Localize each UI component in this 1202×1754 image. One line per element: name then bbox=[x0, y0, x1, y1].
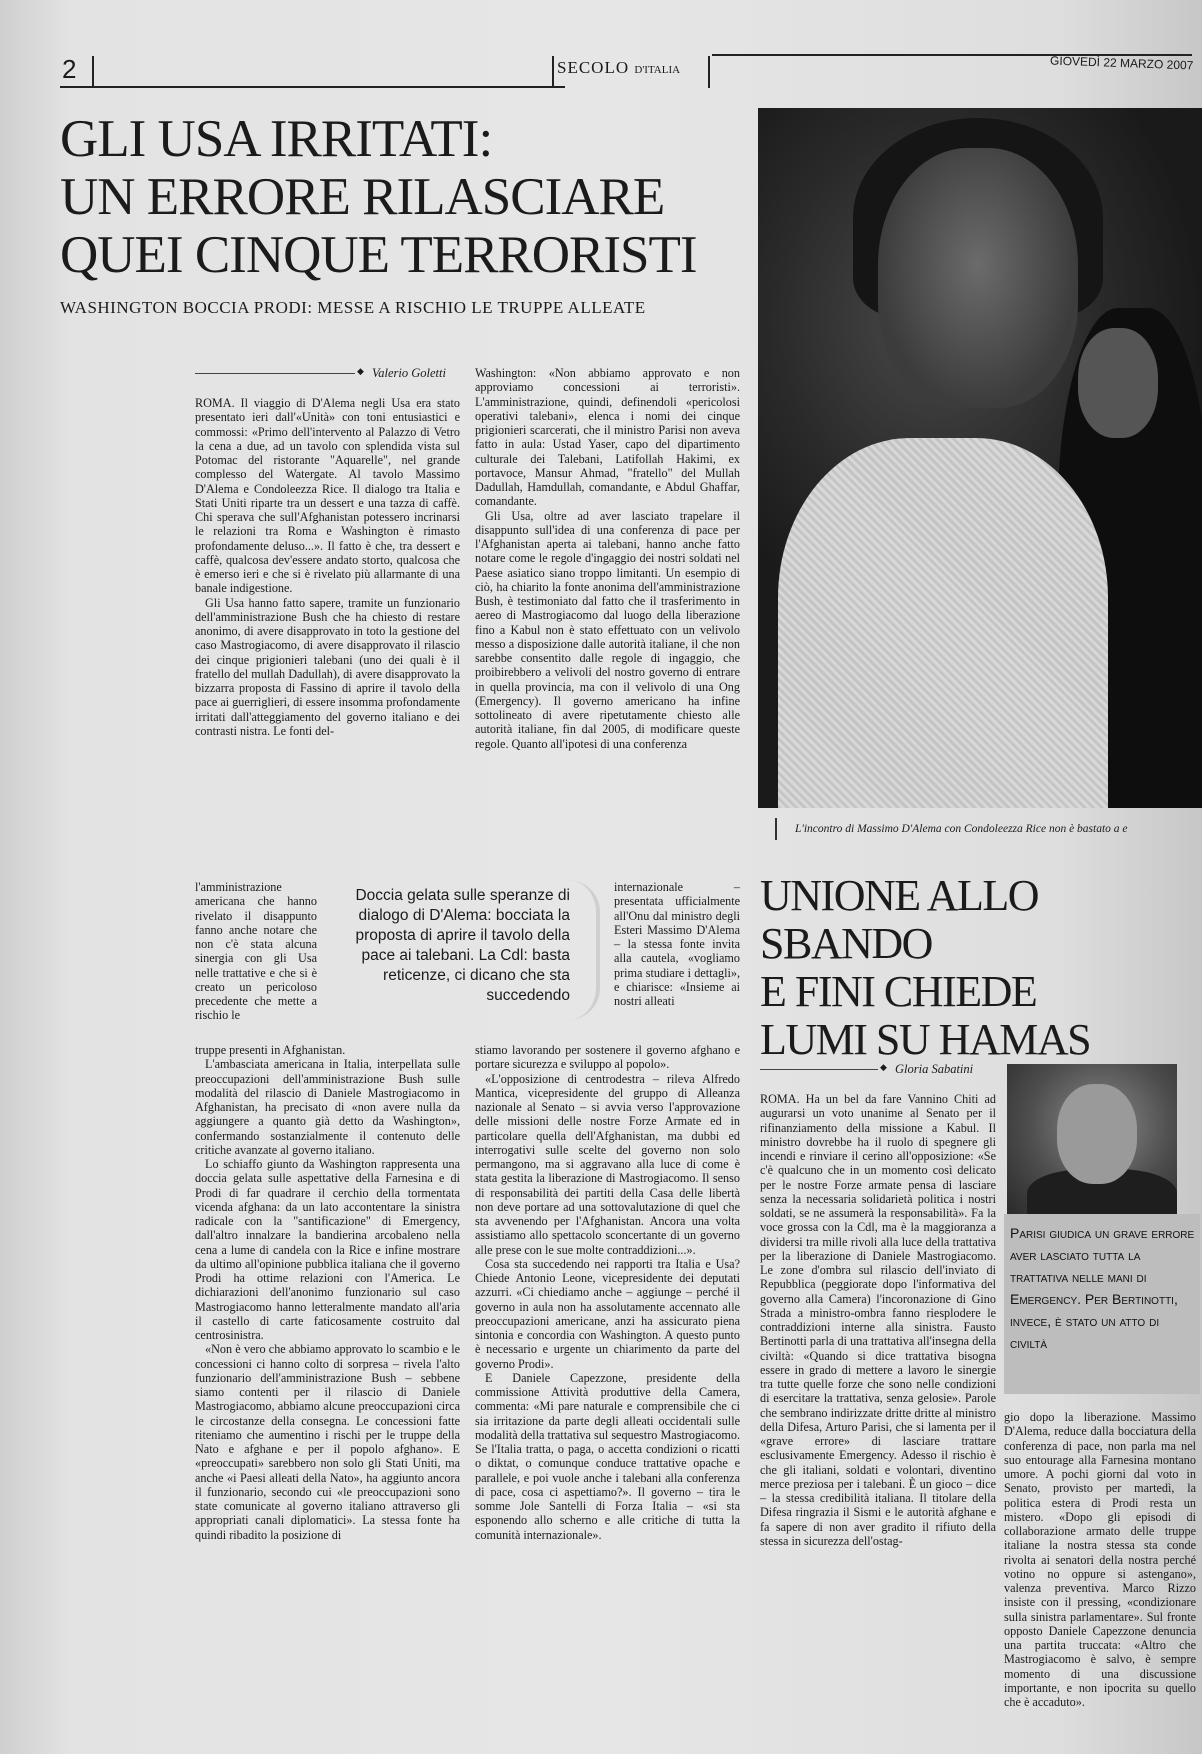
caption-bar bbox=[775, 818, 777, 840]
photo-figure bbox=[778, 438, 1108, 808]
article-column-1-bottom bbox=[195, 1043, 460, 1542]
article-paragraph: «Non è vero che abbiamo approvato lo scambio e le concessioni ci hanno colto di sorpresa – rivela l'alto funzionario dell'amministrazione Bush – sebbene siamo contenti per il rilascio di Daniele Mastrogiacomo, abbiamo alcune preoccupazioni circa le circostanze della consegna. Le concessioni fatte riteniamo che aumentino i rischi per le truppe della Nato e afghane e per il popolo afghano». E «preoccupati» sarebbero non solo gli Stati Uniti, ma anche «i Paesi alleati della Nato», ha aggiunto ancora il funzionario, secondo cui «le preoccupazioni sono state comunicate al governo italiano attraverso gli appropriati canali diplomatici». La stessa fonte ha quindi ribadito la posizione di bbox=[195, 1342, 460, 1542]
quote-box-text: Parisi giudica un grave errore aver lasciato tutta la trattativa nelle mani di Emergency. Per Bertinotti, invece, è stato un atto di civiltà bbox=[1010, 1225, 1195, 1351]
pull-quote-bracket bbox=[568, 880, 600, 1020]
article-paragraph: gio dopo la liberazione. Massimo D'Alema, reduce dalla bocciatura della conferenza di pace, non parla ma nel suo entourage alla Farnesina montano umore. A pochi giorni dal voto in Senato, provisto per martedì, la politica estera di Prodi resta un mistero. «Dopo gli episodi di collaborazione armato delle truppe italiane la nostra stessa sta conde rivolta ai senatori della nostra perché votino no oppure si astengano», valenza preventiva. Marco Rizzo insiste con il pressing, «condizionare sulla sinistra parlamentare». Sul fronte opposto Daniele Capezzone denuncia una partita truccata: «Altro che Mastrogiacomo è salvo, è sempre momento di una discussione importante, e non ipocrita su quello che è accaduto». bbox=[1004, 1410, 1196, 1709]
header-divider bbox=[708, 56, 710, 88]
article-paragraph: ROMA. Il viaggio di D'Alema negli Usa era stato presentato ieri dall'«Unità» con toni entusiastici e commossi: «Primo dell'intervento al Palazzo di Vetro la cena a due, ad un tavolo con splendida vista sul Potomac del ristorante "Aquarelle", nel grande complesso del Watergate. Al tavolo Massimo D'Alema e Condoleezza Rice. Il dialogo tra Italia e Stati Uniti riparte tra un dessert e una tazza di caffè. Chi sperava che sull'Afghanistan potessero incrinarsi le relazioni tra Roma e Washington è rimasto profondamente deluso...». Il fatto è che, tra dessert e caffè, qualcosa dev'essere andato storto, qualcosa che è emerso ieri e che si è rivelato più allarmante di una banale indigestione. bbox=[195, 396, 460, 596]
header-rule-left bbox=[60, 86, 565, 88]
headline-line: LUMI SU HAMAS bbox=[760, 1015, 1091, 1064]
headline-line: QUEI CINQUE TERRORISTI bbox=[60, 226, 697, 284]
photo-figure bbox=[1078, 328, 1158, 438]
secondary-headline bbox=[760, 872, 1200, 1064]
photo-caption: L'incontro di Massimo D'Alema con Condoleezza Rice non è bastato a e bbox=[795, 823, 1128, 835]
article-paragraph: internazionale – presentata ufficialmente all'Onu dal ministro degli Esteri Massimo D'Alema – la stessa fonte invita alla cautela, «vogliamo prima studiare i dettagli», e chiarisce: «Insieme ai nostri alleati bbox=[614, 880, 740, 1008]
diamond-icon: ◆ bbox=[880, 1062, 887, 1072]
photo-figure bbox=[878, 148, 1078, 408]
article-paragraph: stiamo lavorando per sostenere il governo afghano e portare sicurezza e sviluppo al popolo». bbox=[475, 1043, 740, 1072]
headline-line: GLI USA IRRITATI: bbox=[60, 110, 493, 168]
page-number: 2 bbox=[62, 54, 77, 84]
article-column-2-narrow bbox=[614, 880, 740, 1008]
pull-quote: Doccia gelata sulle speranze di dialogo di D'Alema: bocciata la proposta di aprire il tavolo della pace ai talebani. La Cdl: basta reticenze, ci dicano che sta succedendo bbox=[355, 887, 570, 1004]
main-subheadline: WASHINGTON BOCCIA PRODI: MESSE A RISCHIO LE TRUPPE ALLEATE bbox=[60, 298, 646, 317]
byline: Gloria Sabatini bbox=[895, 1062, 974, 1076]
article-paragraph: E Daniele Capezzone, presidente della commissione Attività produttive della Camera, commenta: «Mi pare naturale e comprensibile che ci sia irritazione da parte degli alleati occidentali sulle modalità della trattativa sul sequestro Mastrogiacomo. Se l'Italia tratta, o paga, o accetta condizioni o ricatti o diktat, o comunque conduce trattative opache e parallele, e poi vuole anche i talebani alla conferenza di pace, cosa ci aspettiamo?». Il governo – tira le somme Jole Santelli di Forza Italia – «si sta esponendo allo scherno e alle critiche di tutta la comunità internazionale». bbox=[475, 1370, 740, 1542]
main-headline bbox=[60, 110, 760, 284]
article-column-1-top bbox=[195, 396, 460, 738]
article-column-2-top bbox=[475, 366, 740, 751]
byline-rule bbox=[195, 373, 355, 374]
header-divider bbox=[552, 56, 554, 88]
article-column-1-narrow bbox=[195, 880, 317, 1023]
article-paragraph: L'ambasciata americana in Italia, interpellata sulle preoccupazioni dell'amministrazione Bush sulle modalità del rilascio di Daniele Mastrogiacomo in Afghanistan, ha precisato di «non avere nulla da aggiungere a quanto già detto da Washington», confermando sostanzialmente il contenuto delle critiche avanzate al governo italiano. bbox=[195, 1057, 460, 1157]
byline: Valerio Goletti bbox=[372, 366, 446, 380]
article-paragraph: Cosa sta succedendo nei rapporti tra Italia e Usa? Chiede Antonio Leone, vicepresidente dei deputati azzurri. «Ci chiediamo anche – aggiunge – perché il governo in aula non ha assolutamente accennato alle preoccupazioni americane, anzi ha assicurato piena sintonia e concordia con Washington. A questo punto è necessario e urgente un chiarimento da parte del governo Prodi». bbox=[475, 1256, 740, 1371]
header-divider bbox=[92, 56, 94, 88]
article-paragraph: Washington: «Non abbiamo approvato e non approviamo concessioni ai terroristi». L'amministrazione, quindi, definendoli «pericolosi operativi talebani», elenca i nomi dei cinque prigionieri scarcerati, che il ministro Parisi non aveva fatto in aula: Ustad Yaser, capo del dipartimento culturale dei Talebani, Latifollah Hakimi, ex portavoce, Mansur Ahmad, "fratello" del Mullah Dadullah, Hamdullah, comandante, e Abdul Ghaffar, comandante. bbox=[475, 366, 740, 509]
article-paragraph: Lo schiaffo giunto da Washington rappresenta una doccia gelata sulle aspettative della Farnesina e di Prodi di far quadrare il cerchio della tormentata vicenda afghana: da un lato accontentare la sinistra radicale con la "santificazione" di Emergency, dall'altro innalzare la bandierina arcobaleno nella cena a lume di candela con la Rice e infine mostrare da ultimo all'opinione pubblica italiana che il governo Prodi ha ottime relazioni con l'America. Le dichiarazioni dell'anonimo funzionario sul caso Mastrogiacomo hanno letteralmente mandato all'aria il castello di carte faticosamente costruito dal centrosinistra. bbox=[195, 1157, 460, 1342]
article-paragraph: Gli Usa hanno fatto sapere, tramite un funzionario dell'amministrazione Bush che ha chiesto di restare anonimo, di avere disapprovato in toto la gestione del caso Mastrogiacomo, di avere disapprovato il rilascio dei cinque prigionieri talebani (uno dei quali è il fratello del mullah Dadullah), di avere disapprovato la bizzarra proposta di Fassino di aprire il tavolo della pace ai guerriglieri, di essere insomma profondamente irritati dall'atteggiamento del governo italiano e dei contrasti nistra. Le fonti del- bbox=[195, 595, 460, 738]
headline-line: E FINI CHIEDE bbox=[760, 967, 1037, 1016]
issue-date: GIOVEDÌ 22 MARZO 2007 bbox=[1049, 53, 1194, 73]
article-paragraph: Gli Usa, oltre ad aver lasciato trapelare il disappunto sull'idea di una conferenza di pace per l'Afghanistan aperta ai talebani, hanno anche fatto notare come le regole d'ingaggio dei nostri soldati nel Paese asiatico siano troppo limitanti. Un esempio di ciò, ha chiarito la fonte anonima dell'amministrazione Bush, è testimoniato dal fatto che il trasferimento in aereo di Mastrogiacomo dal luogo della liberazione fino a Kabul non è stato effettuato con un velivolo messo a disposizione dalle autorità italiane, il che non sarebbe consentito dalle regole di ingaggio, che proibirebbero a velivoli del nostro governo di entrare in quella provincia, ma con il velivolo di una Ong (Emergency). Il governo americano ha infine sottolineato di avere ripetutamente chiesto alle autorità italiane, fin dal 2005, di modificare queste regole. Quanto all'ipotesi di una conferenza bbox=[475, 508, 740, 751]
article-paragraph: «L'opposizione di centrodestra – rileva Alfredo Mantica, vicepresidente del gruppo di Alleanza nazionale al Senato – si avvia verso l'approvazione delle missioni delle nostre Forze Armate ed in particolare quella dell'Afghanistan, ma dubbi ed interrogativi sulle scelte del governo non solo permangono, ma si aggravano alla luce di come è stata gestita la liberazione di Mastrogiacomo. Il senso di responsabilità dei partiti della Casa delle libertà non deve portare ad una sottovalutazione di quel che sta avvenendo per l'Afghanistan. Ancora una volta assistiamo allo spettacolo sconcertante di un governo alle prese con le sue molte contraddizioni...». bbox=[475, 1071, 740, 1257]
article-photo bbox=[758, 108, 1202, 808]
article-paragraph: ROMA. Ha un bel da fare Vannino Chiti ad augurarsi un voto unanime al Senato per il rifinanziamento della missione a Kabul. Il ministro dovrebbe ha il ruolo di spegnere gli incendi e rinviare il cerino all'opposizione: «Se c'è qualcuno che in un momento così delicato per le nostre Forze armate pensa di lasciare senza la necessaria solidarietà politica i nostri soldati, se ne assumerà la responsabilità». Fa la voce grossa con la Cdl, ma è la maggioranza a dividersi tra mille rivoli alla luce della trattativa per la liberazione di Daniele Mastrogiacomo. Le zone d'ombra sul rilascio dell'inviato di Repubblica (peggiorate dopo l'informativa del governo alla Camera) l'incoronazione di Gino Strada a ministro-ombra fanno riesplodere le contraddizioni interne alla sinistra. Fausto Bertinotti parla di una trattativa all'insegna della civiltà: «Quando si dice trattativa bisogna essere in grado di mettere a lavoro le sinergie tra tutte quelle forze che sono nelle condizioni di esercitare la trattativa, senza gelosie». Parole che sembrano indirizzate dritte dritte al ministro della Difesa, Arturo Parisi, che si lamenta per il «grave errore» di lasciare trattare esclusivamente Emergency. Adesso il rischio è che gli italiani, soldati e volontari, diventino merce preziosa per i talebani. È un gioco – dice – la stessa credibilità italiana. Il titolare della Difesa ringrazia il Sismi e le autorità afghane e fa sapere di non aver gradito il rifiuto della stessa in sicurezza dell'ostag- bbox=[760, 1092, 996, 1548]
article-column-2-bottom bbox=[475, 1043, 740, 1542]
masthead-name: SECOLO bbox=[557, 58, 630, 77]
diamond-icon: ◆ bbox=[357, 366, 364, 376]
portrait-photo bbox=[1007, 1064, 1177, 1214]
masthead bbox=[557, 58, 680, 78]
photo-figure bbox=[1057, 1084, 1137, 1184]
masthead-suffix: D'ITALIA bbox=[634, 64, 681, 76]
article-paragraph: truppe presenti in Afghanistan. bbox=[195, 1043, 346, 1057]
article-paragraph: l'amministrazione americana che hanno rivelato il disappunto fanno anche notare che non c'è stata alcuna sinergia con gli Usa nelle trattative e che si è creato un pericoloso precedente che mette a rischio le bbox=[195, 880, 317, 1023]
byline-rule bbox=[760, 1069, 878, 1070]
headline-line: UNIONE ALLO SBANDO bbox=[760, 871, 1039, 968]
headline-line: UN ERRORE RILASCIARE bbox=[60, 168, 665, 226]
article2-column-2 bbox=[1004, 1410, 1196, 1709]
article2-column-1 bbox=[760, 1092, 996, 1548]
